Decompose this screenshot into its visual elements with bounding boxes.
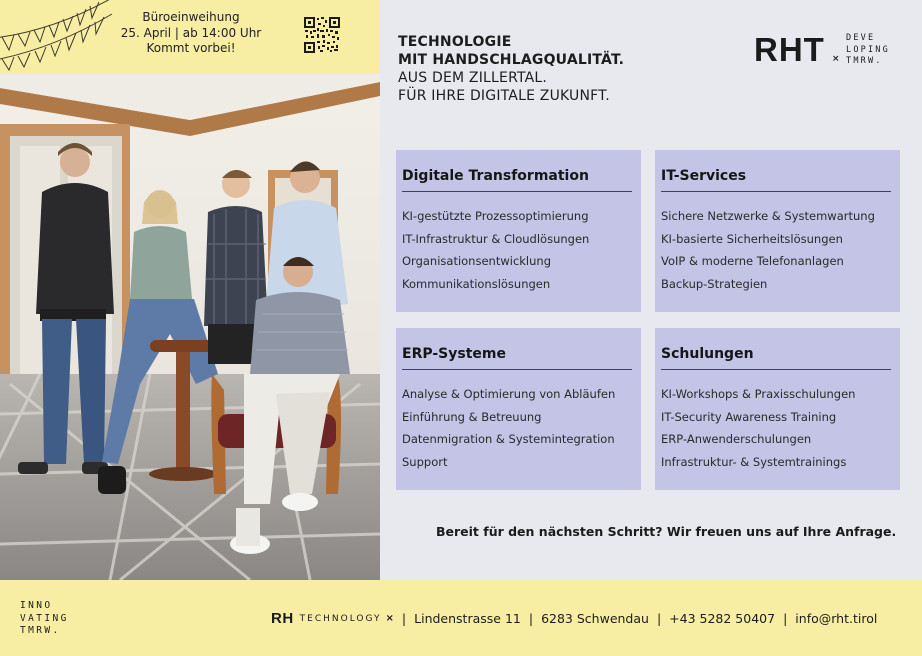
service-item: Einführung & Betreuung bbox=[402, 409, 542, 424]
divider: | bbox=[656, 611, 662, 626]
service-title: Schulungen bbox=[661, 346, 891, 370]
footer-contact-line bbox=[271, 610, 877, 627]
bunting-garland-icon bbox=[0, 0, 115, 74]
footer-brand-word: TECHNOLOGY bbox=[299, 613, 382, 624]
logo-tag-3: TMRW. bbox=[846, 56, 883, 66]
service-box-it-services bbox=[655, 150, 900, 312]
service-item: Kommunikationslösungen bbox=[402, 277, 551, 292]
logo-tagline bbox=[846, 33, 890, 68]
service-title: IT-Services bbox=[661, 168, 891, 192]
footer-phone[interactable]: +43 5282 50407 bbox=[669, 611, 776, 626]
event-date: 25. April | ab 14:00 Uhr bbox=[120, 25, 262, 40]
service-item: Backup-Strategien bbox=[661, 277, 768, 292]
service-list bbox=[402, 383, 641, 474]
footer-brand-x: × bbox=[385, 613, 394, 624]
footer-address: Lindenstrasse 11 bbox=[414, 611, 521, 626]
divider: | bbox=[528, 611, 534, 626]
event-announcement bbox=[112, 10, 270, 57]
service-box-trainings bbox=[655, 328, 900, 490]
service-item: IT-Security Awareness Training bbox=[661, 409, 837, 424]
service-list bbox=[661, 205, 900, 296]
event-banner bbox=[0, 0, 380, 74]
footer-tag-1: INNO bbox=[20, 600, 53, 611]
service-item: VoIP & moderne Telefonanlagen bbox=[661, 254, 844, 269]
service-title: Digitale Transformation bbox=[402, 168, 632, 192]
service-item: Organisationsentwicklung bbox=[402, 254, 551, 269]
service-item: Infrastruktur- & Systemtrainings bbox=[661, 455, 847, 470]
service-item: KI-Workshops & Praxisschulungen bbox=[661, 387, 856, 401]
logo-mark: RHT bbox=[754, 31, 825, 68]
event-invite: Kommt vorbei! bbox=[146, 41, 236, 55]
footer bbox=[0, 580, 922, 656]
footer-tag-2: VATING bbox=[20, 612, 69, 624]
divider: | bbox=[783, 611, 788, 626]
service-title: ERP-Systeme bbox=[402, 346, 632, 370]
logo-tag-1: DEVE bbox=[846, 33, 876, 43]
service-box-erp-systems bbox=[396, 328, 641, 490]
event-title: Büroeinweihung bbox=[142, 10, 240, 24]
call-to-action: Bereit für den nächsten Schritt? Wir freuen uns auf Ihre Anfrage. bbox=[436, 524, 897, 539]
footer-tag-3: TMRW. bbox=[20, 625, 61, 636]
logo-tag-2: LOPING bbox=[846, 44, 890, 55]
service-list bbox=[661, 383, 900, 474]
headline-line-3: AUS DEM ZILLERTAL. bbox=[398, 70, 548, 86]
rht-logo bbox=[754, 32, 904, 70]
headline-line-1: TECHNOLOGIE bbox=[398, 34, 512, 50]
headline-line-2: MIT HANDSCHLAGQUALITÄT. bbox=[398, 52, 625, 68]
service-item: Support bbox=[402, 455, 448, 470]
headline bbox=[398, 33, 698, 105]
qr-code-icon bbox=[303, 16, 341, 54]
service-item: Sichere Netzwerke & Systemwartung bbox=[661, 209, 875, 223]
logo-x: × bbox=[832, 54, 840, 64]
service-item: KI-basierte Sicherheitslösungen bbox=[661, 231, 843, 246]
footer-city: 6283 Schwendau bbox=[541, 611, 649, 626]
footer-tagline bbox=[20, 600, 69, 638]
team-photo bbox=[0, 74, 380, 580]
footer-email[interactable]: info@rht.tirol bbox=[795, 611, 878, 626]
divider: | bbox=[401, 611, 407, 626]
service-item: IT-Infrastruktur & Cloudlösungen bbox=[402, 231, 590, 246]
service-item: ERP-Anwenderschulungen bbox=[661, 432, 812, 447]
headline-line-4: FÜR IHRE DIGITALE ZUKUNFT. bbox=[398, 88, 610, 104]
footer-brand-mark: RH bbox=[271, 610, 294, 627]
service-list bbox=[402, 205, 641, 296]
service-item: KI-gestützte Prozessoptimierung bbox=[402, 209, 589, 223]
service-item: Datenmigration & Systemintegration bbox=[402, 432, 615, 447]
service-item: Analyse & Optimierung von Abläufen bbox=[402, 387, 616, 401]
service-box-digital-transformation bbox=[396, 150, 641, 312]
